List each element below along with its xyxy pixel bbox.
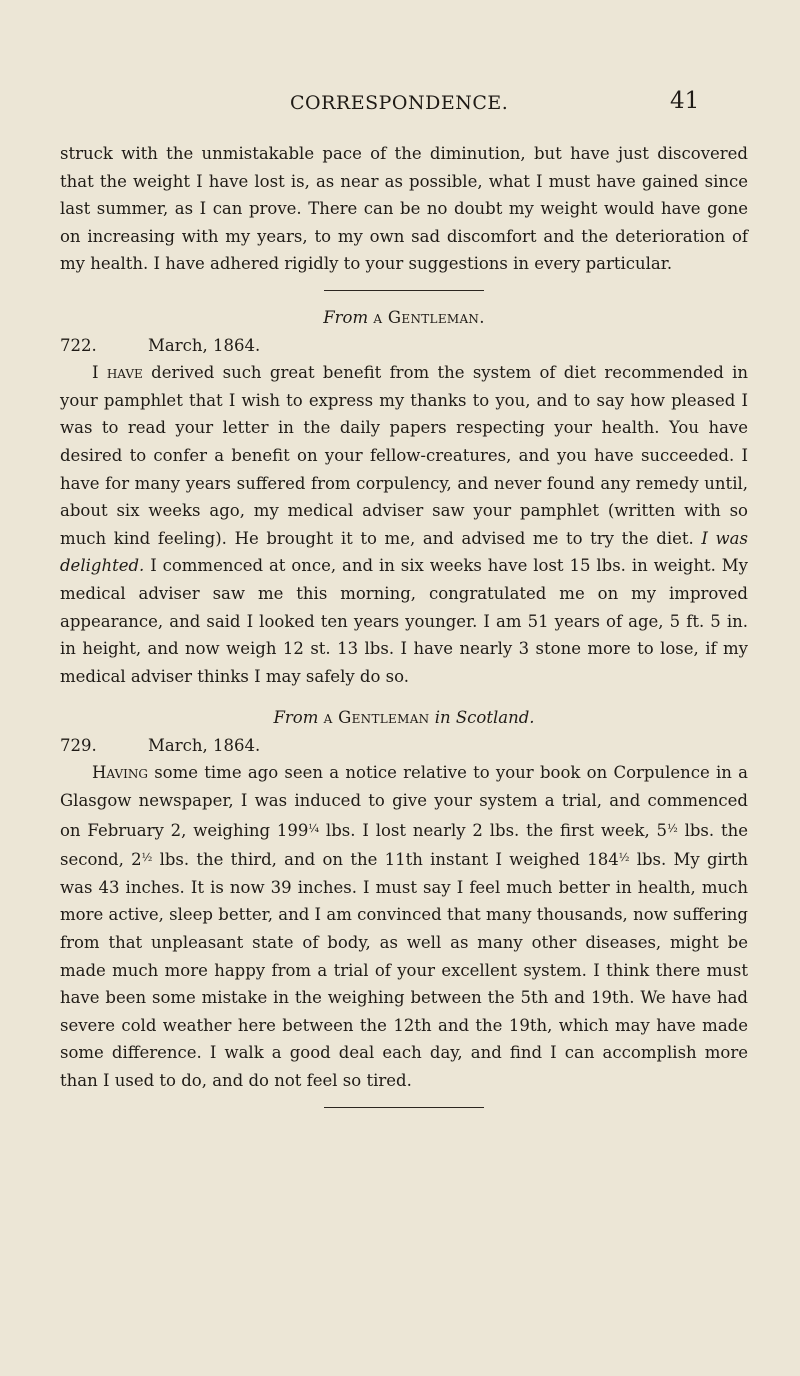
emphasis-text: I was delighted. — [60, 528, 748, 576]
running-head: CORRESPONDENCE. — [290, 92, 509, 114]
letter-722-heading — [60, 304, 748, 332]
letter-729-body — [60, 759, 748, 1094]
heading-suffix: in Scotland. — [434, 708, 535, 728]
body-text: lbs. My girth was 43 inches. It is now 39 inches. I must say I feel much better in health, much more active, sleep better, and I am convinced that many thousands, now suffering from that unpleasant state of body, as well as many other diseases, might be made much more happy from a trial of your excellent system. I think there must have been some mistake in the weighing between the 5th and 19th. We have had severe cold weather here between the 12th and the 19th, which may have made some difference. I walk a good deal each day, and find I can accomplish more than I used to do, and do not feel so tired. — [60, 850, 748, 1090]
body-text-2: I commenced at once, and in six weeks have lost 15 lbs. in weight. My medical adviser saw me this morning, congratulated me on my improved appearance, and said I looked ten years younger. I am 51 years of age, 5 ft. 5 in. in height, and now weigh 12 st. 13 lbs. I have nearly 3 stone more to lose, if my medical adviser thinks I may safely do so. — [60, 556, 748, 686]
letter-date: March, 1864. — [148, 735, 261, 755]
heading-prefix: From — [273, 708, 319, 728]
heading-person: a Gentleman — [323, 708, 430, 728]
heading-person: a Gentleman. — [373, 307, 485, 327]
letter-number: 722. — [60, 335, 97, 355]
letter-number: 729. — [60, 735, 97, 755]
letter-729-dateline — [60, 732, 748, 760]
letter-date: March, 1864. — [148, 335, 261, 355]
page-number: 41 — [670, 88, 700, 114]
section-divider — [324, 1107, 484, 1108]
body-text: some time ago seen a notice relative to your book on Corpulence in a Glasgow newspaper, I was induced to give your system a trial, and commenced on February 2, weighing 199 — [60, 763, 748, 840]
continuation-paragraph: struck with the unmistakable pace of the diminution, but have just discovered that the weight I have lost is, as near as possible, what I must have gained since last summer, as I can prove. There can be no doubt my weight would have gone on increasing with my years, to my own sad discomfort and the deterioration of my health. I have adhered rigidly to your suggestions in every particular. — [60, 144, 748, 274]
fraction: ½ — [667, 821, 678, 835]
letter-722-body — [60, 359, 748, 690]
body-text-1: derived such great benefit from the system of diet recommended in your pamphlet that I wish to express my thanks to you, and to say how pleased I was to read your letter in the daily papers respecting your health. You have desired to confer a benefit on your fellow-creatures, and you have succeeded. I have for many years suffered from corpulency, and never found any remedy until, about six weeks ago, my medical adviser saw your pamphlet (written with so much kind feeling). He brought it to me, and advised me to try the diet. — [60, 363, 748, 548]
body-text: lbs. I lost nearly 2 lbs. the first week, 5 — [319, 820, 668, 840]
fraction: ¼ — [308, 821, 320, 835]
opening-words: Having — [92, 763, 148, 783]
body-text: lbs. the second, 2 — [60, 820, 748, 870]
section-divider — [324, 290, 484, 291]
heading-prefix: From — [323, 307, 369, 327]
body-text: lbs. the third, and on the 11th instant I weighed 184 — [152, 850, 619, 870]
letter-722-dateline — [60, 332, 748, 360]
fraction: ½ — [141, 851, 153, 865]
letter-729-heading — [60, 704, 748, 732]
opening-words: I have — [92, 363, 143, 383]
page-body — [60, 140, 748, 1121]
fraction: ½ — [618, 851, 630, 865]
